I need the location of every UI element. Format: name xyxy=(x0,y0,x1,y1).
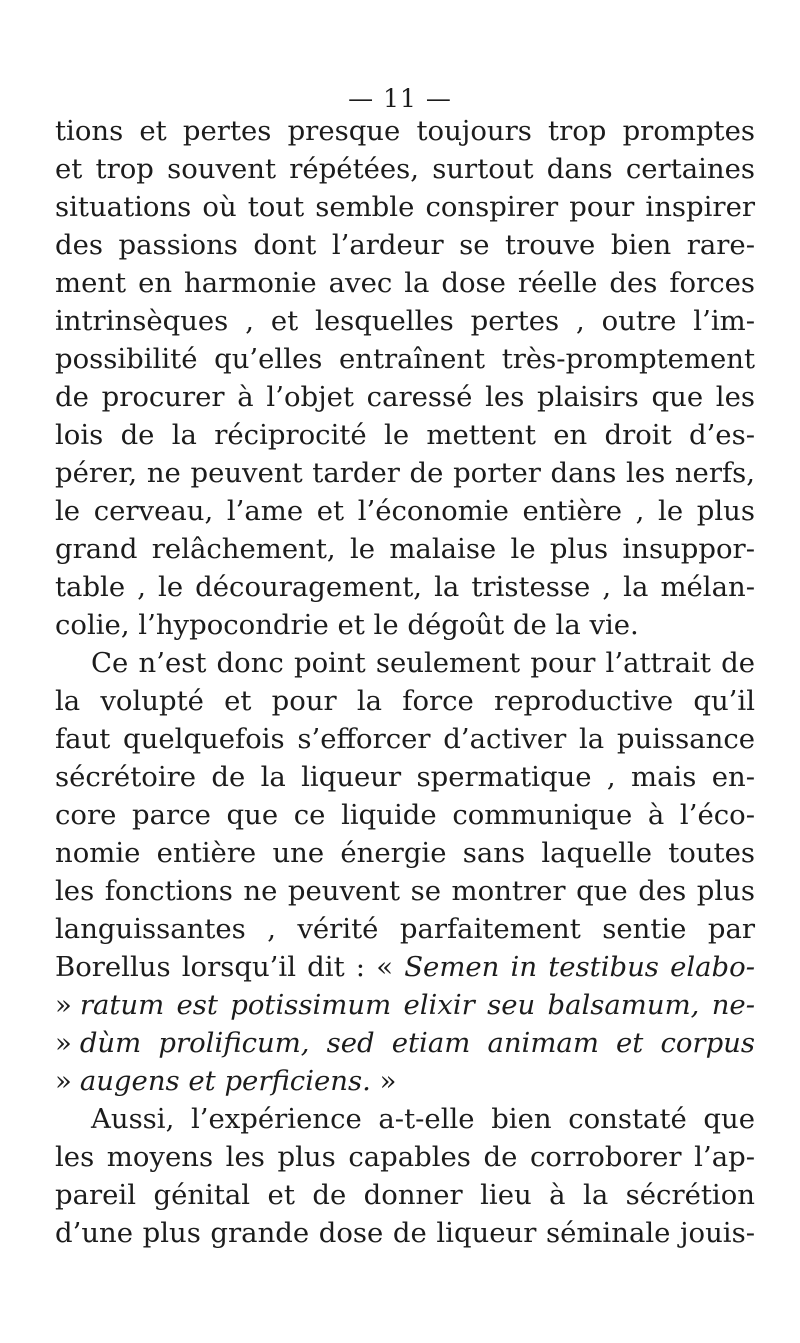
paragraph-start-line: Aussi, l’expérience a-t-elle bien constaté que xyxy=(91,1103,755,1135)
text-line: table , le découragement, la tristesse , la mélan- xyxy=(55,571,755,603)
text-line: possibilité qu’elles entraînent très-promptement xyxy=(55,343,755,375)
text-line: nomie entière une énergie sans laquelle toutes xyxy=(55,837,755,869)
latin-quote-part: augens et perficiens. xyxy=(79,1065,371,1097)
text-line: pareil génital et de donner lieu à la sécrétion xyxy=(55,1179,755,1211)
latin-quote-part: dùm prolificum, sed etiam animam et corpus xyxy=(79,1027,755,1059)
text-line: des passions dont l’ardeur se trouve bien rare- xyxy=(55,229,755,261)
text-line: ment en harmonie avec la dose réelle des forces xyxy=(55,267,755,299)
text-line: intrinsèques , et lesquelles pertes , outre l’im- xyxy=(55,305,755,337)
latin-quote-line xyxy=(55,1024,755,1062)
latin-quote-line xyxy=(55,1062,755,1100)
text-line: situations où tout semble conspirer pour inspirer xyxy=(55,191,755,223)
latin-quote-part: ratum est potissimum elixir seu balsamum, ne- xyxy=(79,989,755,1021)
quote-close-mark: » xyxy=(370,1065,397,1097)
text-line: d’une plus grande dose de liqueur séminale jouis- xyxy=(55,1217,755,1249)
text-line: colie, l’hypocondrie et le dégoût de la vie. xyxy=(55,609,639,641)
text-line: pérer, ne peuvent tarder de porter dans les nerfs, xyxy=(55,457,755,489)
text-line: les moyens les plus capables de corroborer l’ap- xyxy=(55,1141,755,1173)
quote-mark: » xyxy=(55,1027,72,1059)
text-line: faut quelquefois s’efforcer d’activer la puissance xyxy=(55,723,755,755)
paragraph-start-line: Ce n’est donc point seulement pour l’attrait de xyxy=(91,647,755,679)
text-line: sécrétoire de la liqueur spermatique , mais en- xyxy=(55,761,755,793)
text-line: grand relâchement, le malaise le plus insuppor- xyxy=(55,533,755,565)
text-line: le cerveau, l’ame et l’économie entière , le plus xyxy=(55,495,755,527)
text-line: la volupté et pour la force reproductive qu’il xyxy=(55,685,755,717)
quote-intro-text: Borellus lorsqu’il dit : « xyxy=(55,951,405,983)
text-line: lois de la réciprocité le mettent en droit d’es- xyxy=(55,419,755,451)
text-line: tions et pertes presque toujours trop promptes xyxy=(55,115,755,147)
page-number-header: — 11 — xyxy=(348,84,452,113)
text-line: de procurer à l’objet caressé les plaisirs que les xyxy=(55,381,755,413)
text-line: les fonctions ne peuvent se montrer que des plus xyxy=(55,875,755,907)
latin-quote-part: Semen in testibus elabo- xyxy=(404,951,755,983)
quote-mark: » xyxy=(55,989,72,1021)
body-text xyxy=(55,112,755,1252)
text-line: core parce que ce liquide communique à l’éco- xyxy=(55,799,755,831)
text-line: languissantes , vérité parfaitement sentie par xyxy=(55,913,755,945)
quote-intro-line xyxy=(55,948,755,986)
quote-mark: » xyxy=(55,1065,72,1097)
text-line: et trop souvent répétées, surtout dans certaines xyxy=(55,153,755,185)
latin-quote-line xyxy=(55,986,755,1024)
